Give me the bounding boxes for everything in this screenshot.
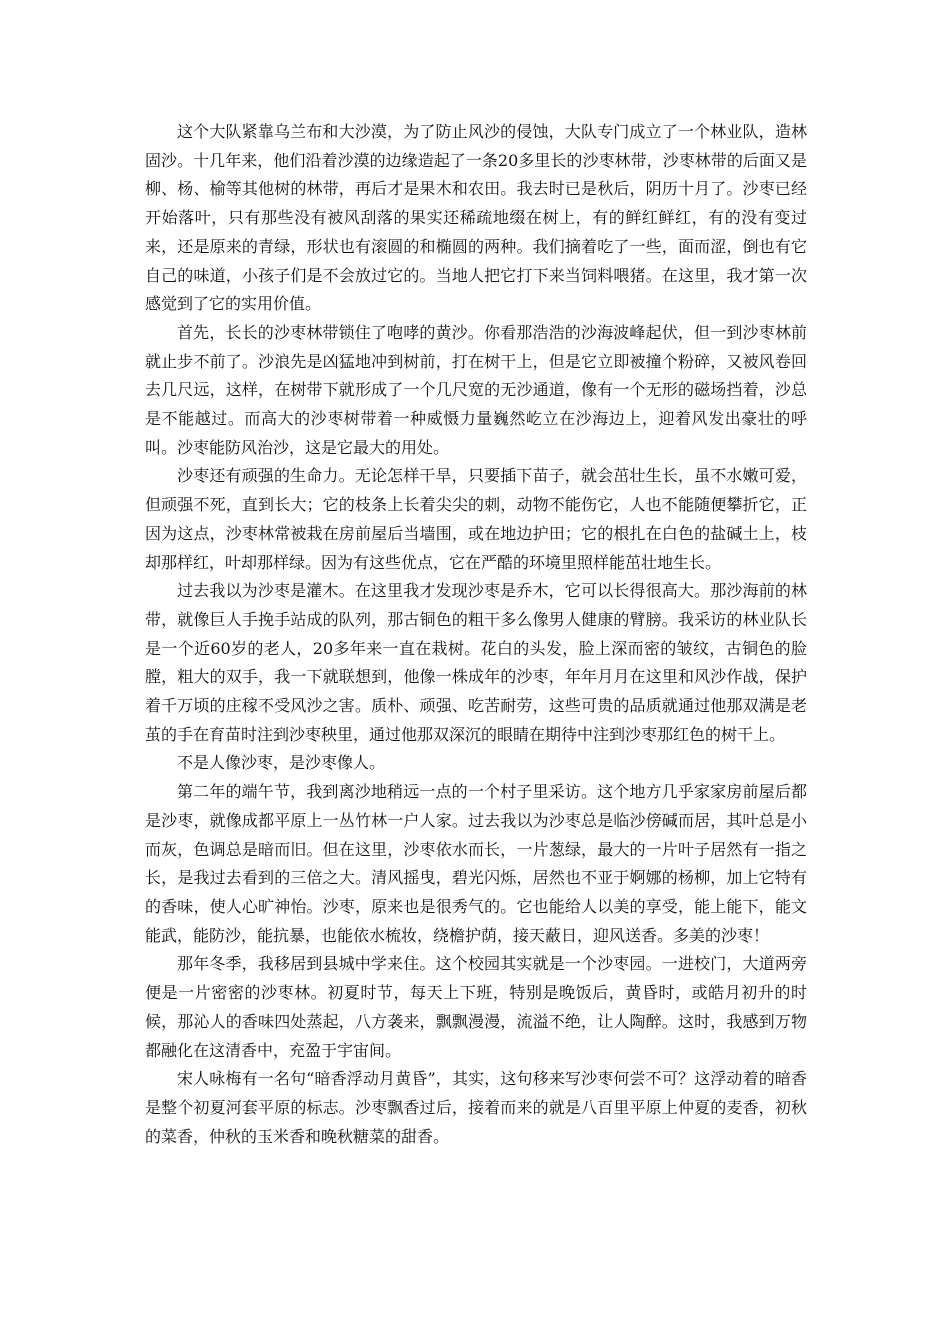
paragraph: 第二年的端午节，我到离沙地稍远一点的一个村子里采访。这个地方几乎家家房前屋后都是沙枣，就像成都平原上一丛竹林一户人家。过去我以为沙枣总是临沙傍碱而居，其叶总是小而灰，色调总是暗而旧。但在这里，沙枣依水而长，一片葱绿，最大的一片叶子居然有一指之长，是我过去看到的三倍之大。清风摇曳，碧光闪烁，居然也不亚于婀娜的杨柳，加上它特有的香味，使人心旷神怡。沙枣，原来也是很秀气的。它也能给人以美的享受，能上能下，能文能武，能防沙，能抗暴，也能依水梳妆，绕檐护荫，接天蔽日，迎风送香。多美的沙枣！ xyxy=(145,782,807,945)
paragraph: 不是人像沙枣，是沙枣像人。 xyxy=(177,753,386,773)
document-body xyxy=(145,118,807,1151)
paragraph: 那年冬季，我移居到县城中学来住。这个校园其实就是一个沙枣园。一进校门，大道两旁便是一片密密的沙枣林。初夏时节，每天上下班，特别是晚饭后，黄昏时，或皓月初升的时候，那沁人的香味四处蒸起，八方袭来，飘飘漫漫，流溢不绝，让人陶醉。这时，我感到万物都融化在这清香中，充盈于宇宙间。 xyxy=(145,954,807,1060)
paragraph: 宋人咏梅有一名句“暗香浮动月黄昏”，其实，这句移来写沙枣何尝不可？这浮动着的暗香是整个初夏河套平原的标志。沙枣飘香过后，接着而来的就是八百里平原上仲夏的麦香，初秋的菜香，仲秋的玉米香和晚秋糖菜的甜香。 xyxy=(145,1069,807,1146)
paragraph: 过去我以为沙枣是灌木。在这里我才发现沙枣是乔木，它可以长得很高大。那沙海前的林带，就像巨人手挽手站成的队列，那古铜色的粗干多么像男人健康的臂膀。我采访的林业队长是一个近60岁的老人，20多年来一直在栽树。花白的头发，脸上深而密的皱纹，古铜色的脸膛，粗大的双手，我一下就联想到，他像一株成年的沙枣，年年月月在这里和风沙作战，保护着千万顷的庄稼不受风沙之害。质朴、顽强、吃苦耐劳，这些可贵的品质就通过他那双满是老茧的手在育苗时注到沙枣秧里，通过他那双深沉的眼睛在期待中注到沙枣那红色的树干上。 xyxy=(145,581,807,744)
paragraph: 首先，长长的沙枣林带锁住了咆哮的黄沙。你看那浩浩的沙海波峰起伏，但一到沙枣林前就止步不前了。沙浪先是凶猛地冲到树前，打在树干上，但是它立即被撞个粉碎，又被风卷回去几尺远，这样，在树带下就形成了一个几尺宽的无沙通道，像有一个无形的磁场挡着，沙总是不能越过。而高大的沙枣树带着一种威慑力量巍然屹立在沙海边上，迎着风发出豪壮的呼叫。沙枣能防风治沙，这是它最大的用处。 xyxy=(145,322,807,457)
paragraph: 沙枣还有顽强的生命力。无论怎样干旱，只要插下苗子，就会茁壮生长，虽不水嫩可爱，但顽强不死，直到长大；它的枝条上长着尖尖的刺，动物不能伤它，人也不能随便攀折它，正因为这点，沙枣林常被栽在房前屋后当墙围，或在地边护田；它的根扎在白色的盐碱土上，枝却那样红，叶却那样绿。因为有这些优点，它在严酷的环境里照样能茁壮地生长。 xyxy=(145,466,807,572)
paragraph: 这个大队紧靠乌兰布和大沙漠，为了防止风沙的侵蚀，大队专门成立了一个林业队，造林固沙。十几年来，他们沿着沙漠的边缘造起了一条20多里长的沙枣林带，沙枣林带的后面又是柳、杨、榆等其他树的林带，再后才是果木和农田。我去时已是秋后，阴历十月了。沙枣已经开始落叶，只有那些没有被风刮落的果实还稀疏地缀在树上，有的鲜红鲜红，有的没有变过来，还是原来的青绿，形状也有滚圆的和椭圆的两种。我们摘着吃了一些，面而涩，倒也有它自己的味道，小孩子们是不会放过它的。当地人把它打下来当饲料喂猪。在这里，我才第一次感觉到了它的实用价值。 xyxy=(145,122,807,314)
